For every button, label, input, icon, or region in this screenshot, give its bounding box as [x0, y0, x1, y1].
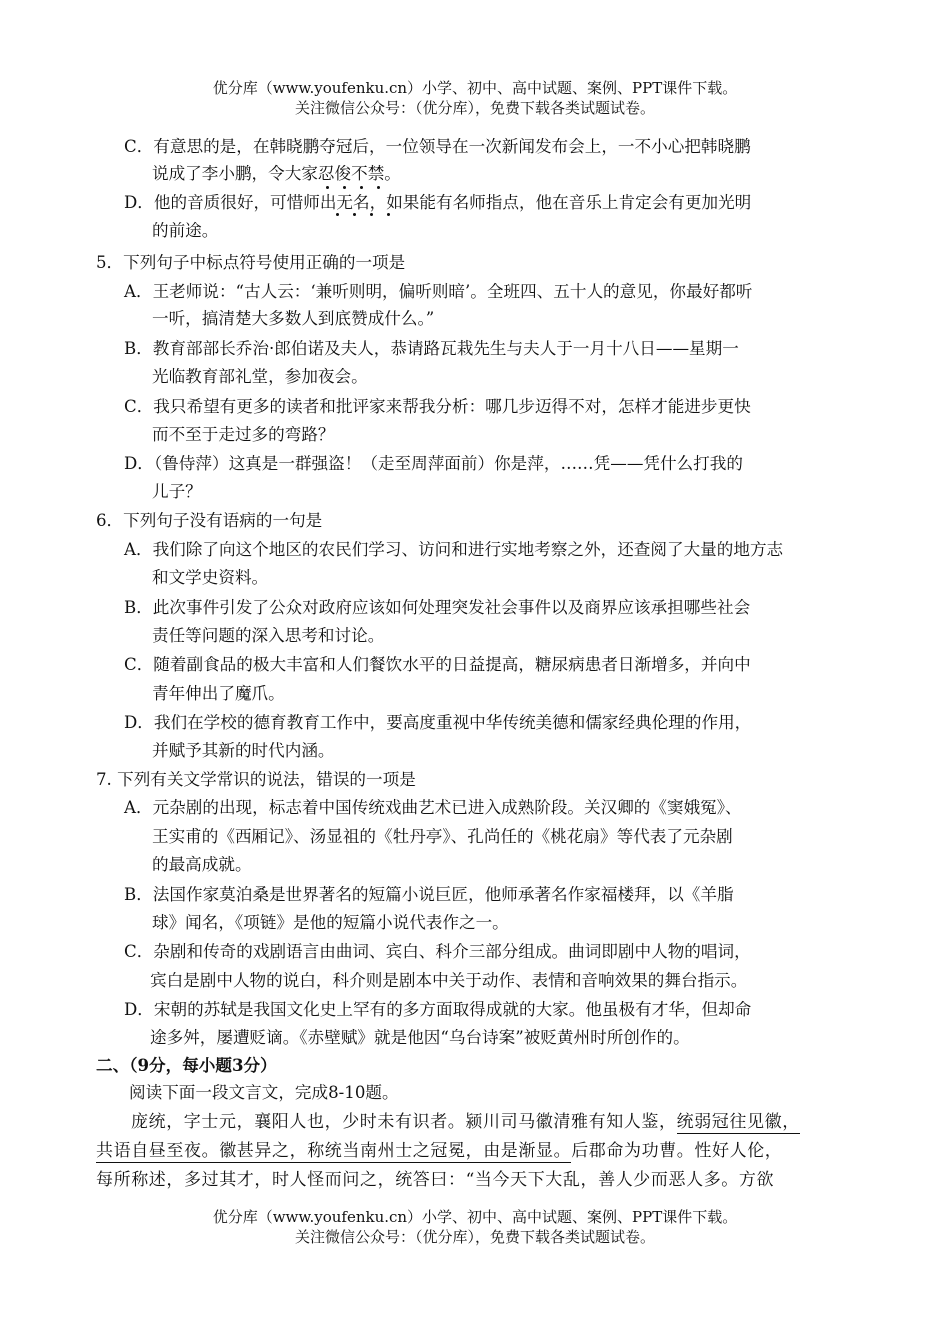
q7-option-d-line1: D．宋朝的苏轼是我国文化史上罕有的多方面取得成就的大家。他虽极有才华，但却命 — [124, 1000, 752, 1019]
emphasis-dot — [387, 213, 390, 216]
section-2-intro: 阅读下面一段文言文，完成8-10题。 — [129, 1083, 399, 1102]
q7-option-a-line2: 王实甫的《西厢记》、汤显祖的《牡丹亭》、孔尚任的《桃花扇》等代表了元杂剧 — [152, 827, 733, 846]
emphasis-dot — [377, 186, 380, 189]
q4-option-d-line1: D．他的音质很好，可惜师出无名，如果能有名师指点，他在音乐上肯定会有更加光明 — [124, 193, 752, 212]
q6-option-d-line1: D．我们在学校的德育教育工作中，要高度重视中华传统美德和儒家经典伦理的作用， — [124, 713, 752, 732]
q7-stem: 7. 下列有关文学常识的说法，错误的一项是 — [96, 770, 416, 789]
page-header — [0, 78, 950, 118]
q7-option-a-line3: 的最高成就。 — [152, 855, 252, 874]
q6-stem: 6．下列句子没有语病的一句是 — [96, 511, 323, 530]
q6-option-a-line1: A．我们除了向这个地区的农民们学习、访问和进行实地考察之外，还查阅了大量的地方志 — [124, 540, 784, 559]
header-line-1: 优分库（www.youfenku.cn）小学、初中、高中试题、案例、PPT课件下载。 — [212, 79, 738, 97]
header-line-2: 关注微信公众号：（优分库），免费下载各类试题试卷。 — [294, 99, 655, 117]
q6-option-a-line2: 和文学史资料。 — [152, 568, 269, 587]
q4-option-c-line1: C．有意思的是，在韩晓鹏夺冠后，一位领导在一次新闻发布会上，一不小心把韩晓鹏 — [124, 137, 751, 156]
q6-option-c-line2: 青年伸出了魔爪。 — [152, 684, 285, 703]
emphasis-dot — [360, 186, 363, 189]
q5-stem: 5．下列句子中标点符号使用正确的一项是 — [96, 253, 406, 272]
q7-option-a-line1: A．元杂剧的出现，标志着中国传统戏曲艺术已进入成熟阶段。关汉卿的《窦娥冤》、 — [124, 798, 742, 817]
passage-line-3: 每所称述，多过其才，时人怪而问之，统答曰：“当今天下大乱，善人少而恶人多。方欲 — [96, 1170, 775, 1190]
underlined-sentence: 统弱冠往见徽， — [676, 1112, 800, 1132]
q7-option-b-line2: 球》闻名，《项链》是他的短篇小说代表作之一。 — [152, 913, 509, 932]
footer-line-2: 关注微信公众号：（优分库），免费下载各类试题试卷。 — [294, 1228, 655, 1246]
q7-option-d-line2: 途多舛，屡遭贬谪。《赤壁赋》就是他因“乌台诗案”被贬黄州时所创作的。 — [150, 1028, 690, 1047]
q5-option-a-line1: A．王老师说：“古人云：‘兼听则明，偏听则暗’。全班四、五十人的意见，你最好都听 — [124, 282, 753, 301]
q7-option-c-line2: 宾白是剧中人物的说白，科介则是剧本中关于动作、表情和音响效果的舞台指示。 — [150, 971, 748, 990]
q4-option-c-label: C． — [124, 137, 154, 156]
q7-option-c-line1: C．杂剧和传奇的戏剧语言由曲词、宾白、科介三部分组成。曲词即剧中人物的唱词， — [124, 942, 751, 961]
section-2-heading: 二、（9分，每小题3分） — [96, 1055, 277, 1075]
emphasis-dot — [336, 213, 339, 216]
q6-option-c-line1: C．随着副食品的极大丰富和人们餐饮水平的日益提高，糖尿病患者日渐增多，并向中 — [124, 655, 751, 674]
q5-option-c-line1: C．我只希望有更多的读者和批评家来帮我分析：哪几步迈得不对，怎样才能进步更快 — [124, 397, 751, 416]
q6-option-b-line2: 责任等问题的深入思考和讨论。 — [152, 626, 385, 645]
footer-line-1: 优分库（www.youfenku.cn）小学、初中、高中试题、案例、PPT课件下载。 — [212, 1208, 738, 1226]
emphasis-dot — [370, 213, 373, 216]
q6-option-b-line1: B．此次事件引发了公众对政府应该如何处理突发社会事件以及商界应该承担哪些社会 — [124, 598, 751, 617]
underlined-sentence: 共语自昼至夜。徽甚异之，称统当南州士之冠冕，由是渐显。 — [96, 1141, 572, 1161]
q7-option-b-line1: B．法国作家莫泊桑是世界著名的短篇小说巨匠，他师承著名作家福楼拜，以《羊脂 — [124, 885, 734, 904]
q5-option-d-line2: 儿子？ — [152, 482, 202, 501]
q5-option-a-line2: 一听，搞清楚大多数人到底赞成什么。” — [152, 309, 435, 328]
q6-option-d-line2: 并赋予其新的时代内涵。 — [152, 741, 335, 760]
page-footer — [0, 1207, 950, 1247]
passage-line-2: 共语自昼至夜。徽甚异之，称统当南州士之冠冕，由是渐显。后郡命为功曹。性好人伦， — [96, 1141, 783, 1161]
q5-option-c-line2: 而不至于走过多的弯路？ — [152, 425, 335, 444]
q5-option-d-line1: D．（鲁侍萍）这真是一群强盗！（走至周萍面前）你是萍，……凭——凭什么打我的 — [124, 454, 743, 473]
passage-line-1: 庞统，字士元，襄阳人也，少时未有识者。颍川司马徽清雅有知人鉴，统弱冠往见徽， — [131, 1112, 800, 1132]
q5-option-b-line1: B．教育部部长乔治·郎伯诺及夫人，恭请路瓦栽先生与夫人于一月十八日——星期一 — [124, 339, 739, 358]
emphasis-dot — [326, 186, 329, 189]
q4-option-c-line2: 说成了李小鹏，令大家忍俊不禁。 — [152, 164, 401, 183]
q4-option-d-label: D． — [124, 193, 154, 212]
q4-option-d-line2: 的前途。 — [152, 221, 219, 240]
emphasis-dot — [343, 186, 346, 189]
emphasis-dot — [353, 213, 356, 216]
q5-option-b-line2: 光临教育部礼堂，参加夜会。 — [152, 367, 368, 386]
